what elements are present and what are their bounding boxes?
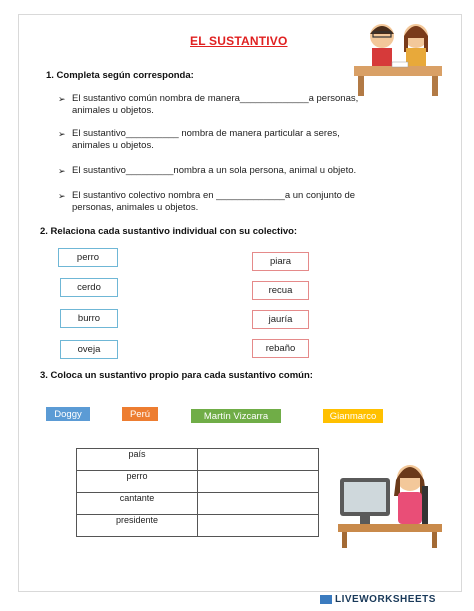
table-label-pais: país (77, 449, 198, 471)
drag-chip-doggy[interactable]: Doggy (46, 407, 90, 421)
kids-at-desk-illustration (352, 18, 444, 98)
section1-heading: 1. Completa según corresponda: (46, 70, 194, 81)
match-item-rebano[interactable]: rebaño (252, 339, 309, 358)
table-label-perro: perro (77, 471, 198, 493)
bullet-1 (58, 93, 402, 117)
bullet-4-line1: El sustantivo colectivo nombra en _____________a un conjunto de (72, 190, 356, 201)
section3-heading: 3. Coloca un sustantivo propio para cada sustantivo común: (40, 370, 313, 381)
drag-chip-martin-vizcarra[interactable]: Martín Vizcarra (191, 409, 281, 423)
table-label-cantante: cantante (77, 493, 198, 515)
table-row (77, 471, 319, 493)
bullet-3 (58, 165, 402, 177)
table-row (77, 449, 319, 471)
drop-target-cantante[interactable] (198, 493, 319, 515)
footer-text: LIVEWORKSHEETS (335, 594, 436, 605)
bullet-3-line1: El sustantivo_________nombra a un sola persona, animal u objeto. (72, 165, 357, 176)
bullet-4 (58, 190, 402, 214)
drop-target-presidente[interactable] (198, 515, 319, 537)
bullet-1-line2: animales u objetos. (72, 105, 154, 116)
match-item-jauria[interactable]: jauría (252, 310, 309, 329)
bullet-4-line2: personas, animales u objetos. (72, 202, 199, 213)
match-item-perro[interactable]: perro (58, 248, 118, 267)
bullet-2 (58, 128, 402, 152)
bullet-1-line1: El sustantivo común nombra de manera_____________a personas, (72, 93, 359, 104)
table-row (77, 515, 319, 537)
drop-target-pais[interactable] (198, 449, 319, 471)
match-item-cerdo[interactable]: cerdo (60, 278, 118, 297)
match-item-piara[interactable]: piara (252, 252, 309, 271)
page-title: EL SUSTANTIVO (190, 34, 288, 48)
girl-at-computer-illustration (336, 456, 444, 548)
bullet-2-line1: El sustantivo__________ nombra de manera particular a seres, (72, 128, 340, 139)
drag-chip-gianmarco[interactable]: Gianmarco (323, 409, 383, 423)
table-label-presidente: presidente (77, 515, 198, 537)
arrow-bullet-icon: ➢ (58, 191, 66, 201)
match-item-recua[interactable]: recua (252, 281, 309, 300)
match-item-oveja[interactable]: oveja (60, 340, 118, 359)
answer-table (76, 448, 319, 537)
liveworksheets-logo-icon (320, 595, 332, 604)
table-row (77, 493, 319, 515)
section2-heading: 2. Relaciona cada sustantivo individual con su colectivo: (40, 226, 298, 237)
arrow-bullet-icon: ➢ (58, 94, 66, 104)
liveworksheets-footer (320, 594, 436, 605)
drag-chip-peru[interactable]: Perú (122, 407, 158, 421)
match-item-burro[interactable]: burro (60, 309, 118, 328)
drop-target-perro[interactable] (198, 471, 319, 493)
arrow-bullet-icon: ➢ (58, 129, 66, 139)
bullet-2-line2: animales u objetos. (72, 140, 154, 151)
arrow-bullet-icon: ➢ (58, 166, 66, 176)
